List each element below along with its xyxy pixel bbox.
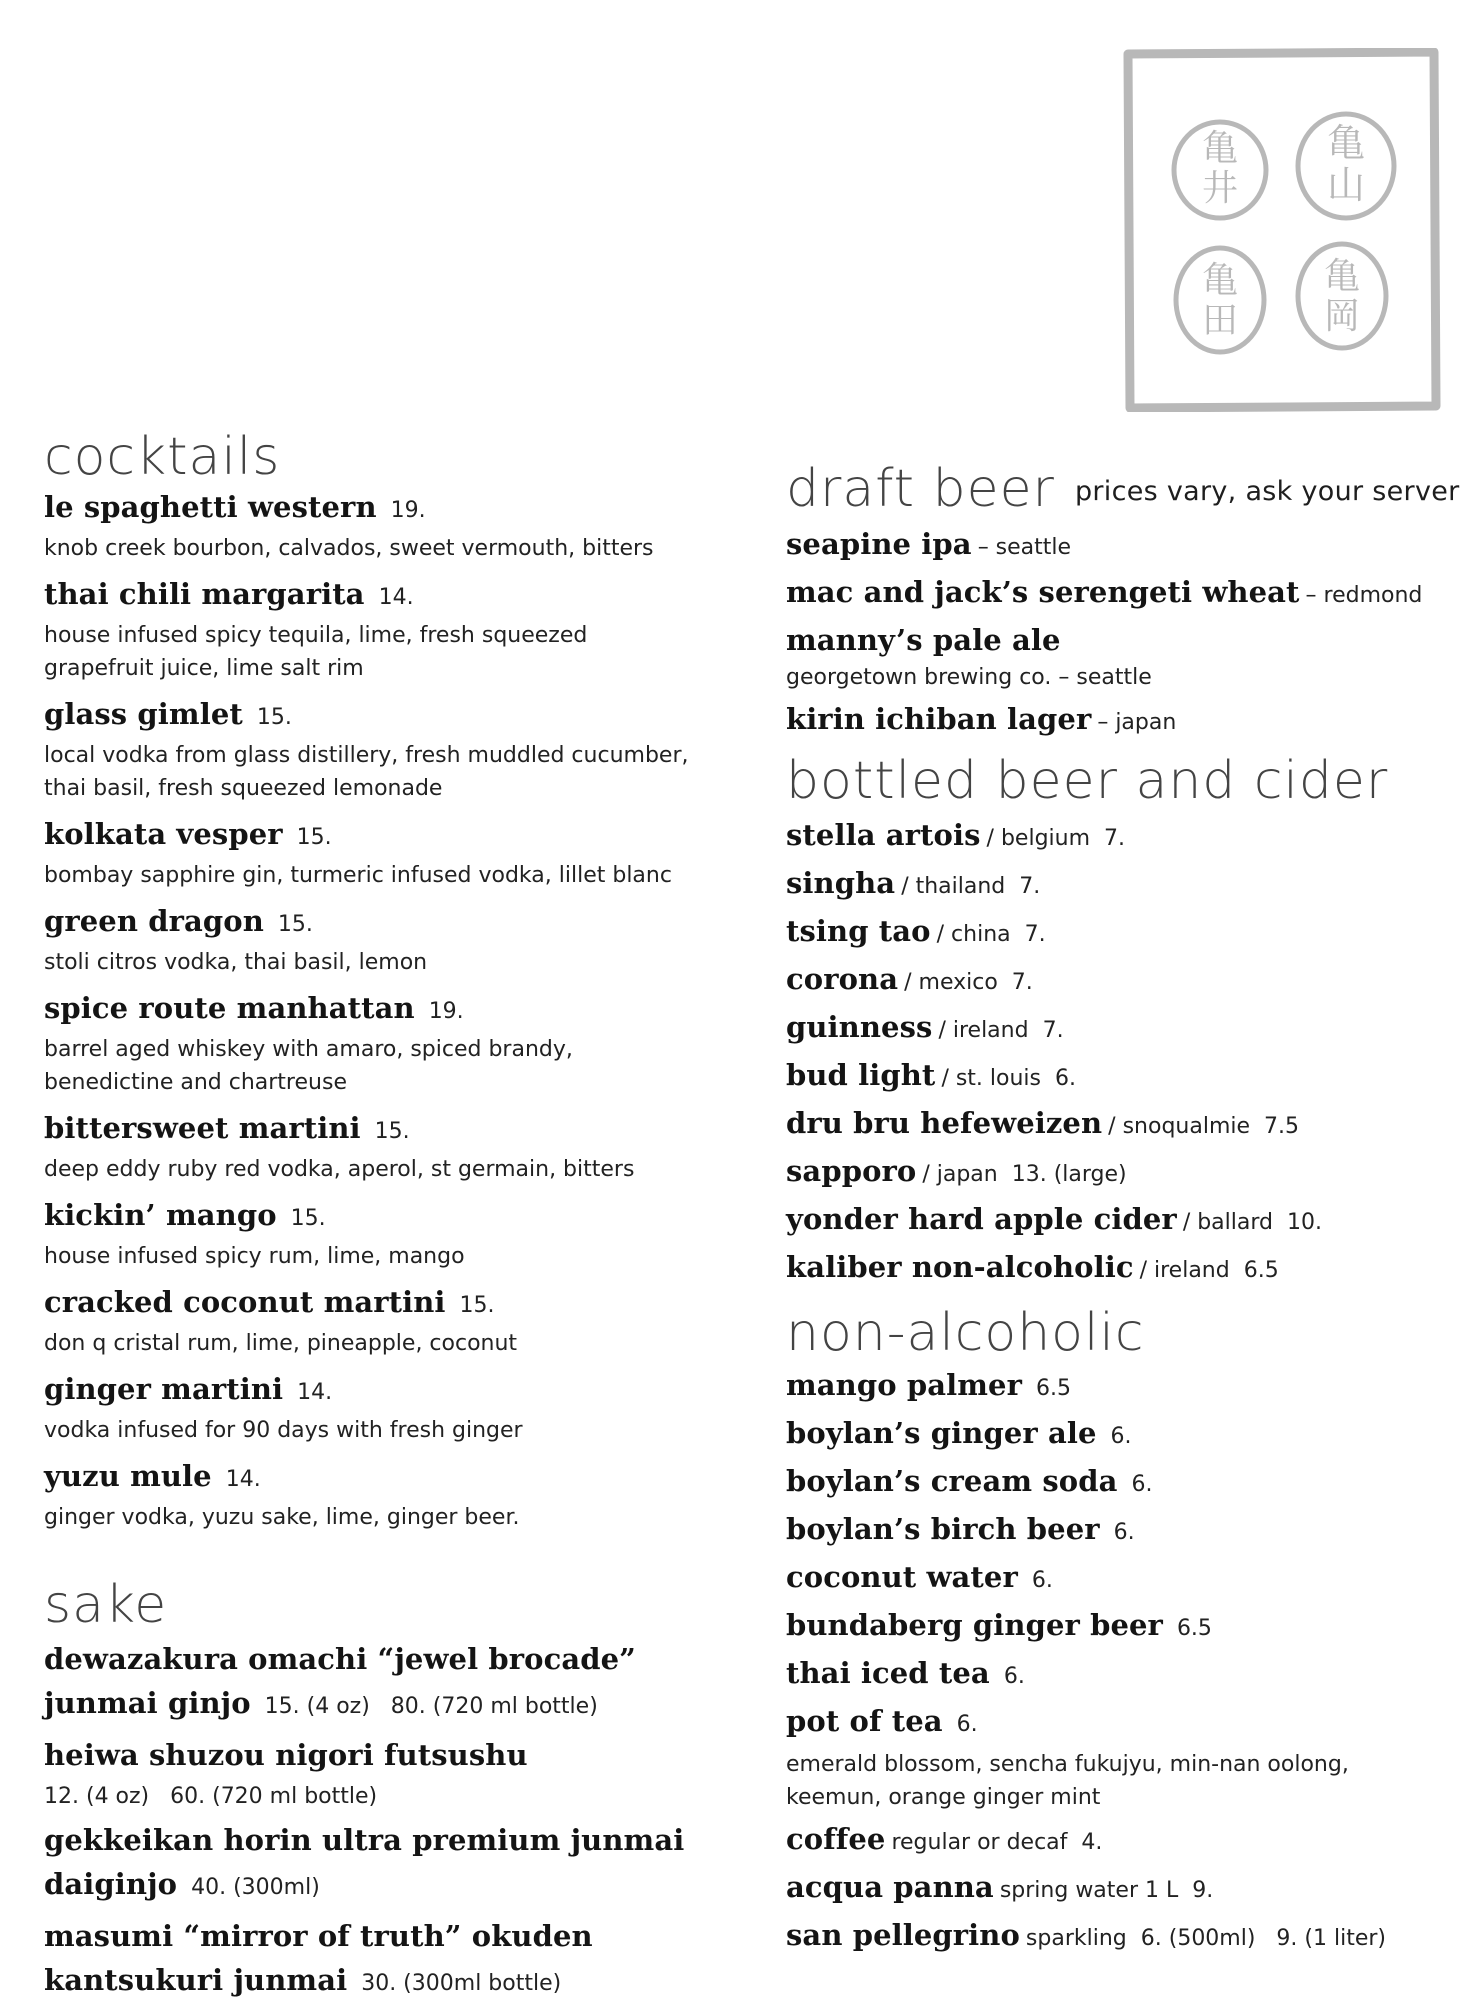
sake-head: [44, 1961, 724, 2005]
cocktail-description: thai basil, fresh squeezed lemonade: [44, 776, 443, 801]
non-alcoholic-price: 6. (500ml) 9. (1 liter): [1140, 1926, 1386, 1951]
bottled-price: 13. (large): [1011, 1162, 1127, 1187]
svg-text:山: 山: [1326, 163, 1366, 207]
sake-name: dewazakura omachi “jewel brocade”: [44, 1642, 636, 1676]
non-alcoholic-name: boylan’s ginger ale: [786, 1416, 1097, 1450]
cocktail-item: [44, 1457, 724, 1534]
sake-head: [44, 1865, 724, 1909]
bottled-list: [786, 814, 1466, 1294]
non-alcoholic-detail: sparkling: [1025, 1926, 1127, 1951]
non-alcoholic-name: bundaberg ginger beer: [786, 1608, 1163, 1642]
bottled-price: 7.5: [1264, 1114, 1300, 1139]
bottled-price: 7.: [1042, 1018, 1064, 1043]
svg-text:井: 井: [1201, 168, 1239, 209]
bottled-price: 6.5: [1243, 1258, 1279, 1283]
non-alcoholic-detail: regular or decaf: [891, 1830, 1068, 1855]
sake-name: daiginjo: [44, 1867, 178, 1901]
cocktail-name: thai chili margarita: [44, 577, 365, 611]
sake-head: [44, 1684, 724, 1728]
bottled-item: [786, 1150, 1466, 1198]
bottled-origin: / thailand: [901, 874, 1006, 899]
non-alcoholic-name: san pellegrino: [786, 1918, 1020, 1952]
cocktail-list: [44, 488, 724, 1534]
cocktail-price: 14.: [225, 1467, 261, 1492]
non-alcoholic-price: 6.: [1031, 1568, 1053, 1593]
cocktail-description: vodka infused for 90 days with fresh ginger: [44, 1418, 523, 1443]
bottled-name: singha: [786, 866, 896, 900]
cocktail-head: [44, 1283, 724, 1327]
draft-beer-item: [786, 571, 1466, 619]
non-alcoholic-item: [786, 1508, 1466, 1556]
svg-text:亀: 亀: [1201, 260, 1239, 301]
non-alcoholic-description: emerald blossom, sencha fukujyu, min-nan oolong,: [786, 1752, 1349, 1777]
cocktail-description: house infused spicy tequila, lime, fresh squeezed: [44, 623, 588, 648]
non-alcoholic-detail: spring water 1 L: [999, 1878, 1179, 1903]
bottled-origin: / china: [936, 922, 1011, 947]
cocktail-item: [44, 1283, 724, 1360]
sake-item: [44, 1640, 724, 1728]
cocktail-description: grapefruit juice, lime salt rim: [44, 656, 364, 681]
cocktail-name: yuzu mule: [44, 1459, 212, 1493]
left-column: [44, 428, 724, 2013]
non-alcoholic-head: [786, 1818, 1466, 1866]
non-alcoholic-head: [786, 1460, 1466, 1508]
non-alcoholic-price: 6.: [1113, 1520, 1135, 1545]
cocktail-item: [44, 989, 724, 1099]
cocktail-name: glass gimlet: [44, 697, 243, 731]
draft-beer-head: [786, 523, 1466, 571]
sake-item: [44, 1736, 724, 1813]
non-alcoholic-head: [786, 1412, 1466, 1460]
non-alcoholic-item: [786, 1652, 1466, 1700]
draft-beer-name: kirin ichiban lager: [786, 702, 1092, 736]
non-alcoholic-item: [786, 1818, 1466, 1866]
cocktails-title: cocktails: [44, 427, 281, 487]
non-alcoholic-name: pot of tea: [786, 1704, 943, 1738]
bottled-name: yonder hard apple cider: [786, 1202, 1177, 1236]
non-alcoholic-item: [786, 1914, 1466, 1962]
non-alcoholic-name: boylan’s cream soda: [786, 1464, 1118, 1498]
draft-beer-item: [786, 523, 1466, 571]
bottled-item: [786, 910, 1466, 958]
non-alcoholic-name: boylan’s birch beer: [786, 1512, 1100, 1546]
bottled-origin: / ireland: [938, 1018, 1029, 1043]
cocktail-price: 14.: [297, 1380, 333, 1405]
bottled-origin: / ballard: [1182, 1210, 1273, 1235]
cocktail-name: ginger martini: [44, 1372, 284, 1406]
bottled-name: tsing tao: [786, 914, 931, 948]
non-alcoholic-price: 6.5: [1176, 1616, 1212, 1641]
sake-name: kantsukuri junmai: [44, 1963, 348, 1997]
draft-beer-origin: – redmond: [1305, 583, 1423, 608]
bottled-name: kaliber non-alcoholic: [786, 1250, 1134, 1284]
seal-kameyama-icon: [1298, 114, 1394, 218]
draft-beer-brewery: georgetown brewing co. – seattle: [786, 665, 1152, 690]
cocktail-name: kickin’ mango: [44, 1198, 277, 1232]
cocktail-item: [44, 575, 724, 685]
bottled-item: [786, 814, 1466, 862]
non-alcoholic-item: [786, 1460, 1466, 1508]
cocktail-head: [44, 989, 724, 1033]
sake-price: 15. (4 oz) 80. (720 ml bottle): [264, 1694, 598, 1719]
stamp-logo-icon: [1122, 48, 1442, 412]
sake-price: 30. (300ml bottle): [361, 1971, 562, 1996]
cocktail-item: [44, 488, 724, 565]
draft-beer-item: [786, 619, 1466, 694]
sake-head: [44, 1640, 724, 1684]
svg-text:亀: 亀: [1323, 256, 1361, 297]
draft-beer-origin: – japan: [1097, 710, 1177, 735]
bottled-item: [786, 1246, 1466, 1294]
bottled-title: bottled beer and cider: [786, 751, 1389, 811]
non-alcoholic-name: coconut water: [786, 1560, 1018, 1594]
bottled-name: stella artois: [786, 818, 981, 852]
non-alcoholic-name: coffee: [786, 1822, 886, 1856]
draft-beer-name: manny’s pale ale: [786, 623, 1061, 657]
cocktail-item: [44, 902, 724, 979]
sake-name: gekkeikan horin ultra premium junmai: [44, 1823, 685, 1857]
svg-text:亀: 亀: [1201, 128, 1239, 169]
right-column: [786, 460, 1466, 1962]
draft-beer-note: prices vary, ask your server: [1074, 476, 1460, 507]
non-alcoholic-head: [786, 1604, 1466, 1652]
cocktail-description: benedictine and chartreuse: [44, 1070, 347, 1095]
cocktail-head: [44, 1109, 724, 1153]
cocktail-price: 19.: [390, 498, 426, 523]
cocktail-head: [44, 1196, 724, 1240]
cocktail-name: green dragon: [44, 904, 264, 938]
svg-text:岡: 岡: [1323, 296, 1361, 337]
sake-head: [44, 1736, 724, 1780]
svg-text:田: 田: [1201, 300, 1239, 341]
cocktail-head: [44, 815, 724, 859]
non-alcoholic-price: 6.5: [1035, 1376, 1071, 1401]
bottled-item: [786, 958, 1466, 1006]
cocktail-description: ginger vodka, yuzu sake, lime, ginger beer.: [44, 1505, 520, 1530]
cocktail-description: deep eddy ruby red vodka, aperol, st germain, bitters: [44, 1157, 635, 1182]
bottled-item: [786, 862, 1466, 910]
non-alcoholic-item: [786, 1700, 1466, 1814]
bottled-origin: / mexico: [904, 970, 998, 995]
cocktail-price: 15.: [256, 705, 292, 730]
cocktail-name: spice route manhattan: [44, 991, 415, 1025]
cocktail-item: [44, 1370, 724, 1447]
cocktail-name: kolkata vesper: [44, 817, 283, 851]
cocktail-head: [44, 488, 724, 532]
cocktail-name: le spaghetti western: [44, 490, 377, 524]
cocktail-item: [44, 815, 724, 892]
bottled-name: dru bru hefeweizen: [786, 1106, 1103, 1140]
non-alcoholic-price: 6.: [956, 1712, 978, 1737]
cocktail-head: [44, 902, 724, 946]
non-alcoholic-list: [786, 1364, 1466, 1962]
non-alcoholic-head: [786, 1914, 1466, 1962]
bottled-price: 7.: [1104, 826, 1126, 851]
cocktail-price: 19.: [428, 999, 464, 1024]
draft-beer-head: [786, 571, 1466, 619]
cocktail-name: bittersweet martini: [44, 1111, 361, 1145]
non-alcoholic-name: thai iced tea: [786, 1656, 990, 1690]
non-alcoholic-price: 6.: [1003, 1664, 1025, 1689]
bottled-origin: / st. louis: [941, 1066, 1042, 1091]
cocktail-description: house infused spicy rum, lime, mango: [44, 1244, 465, 1269]
bottled-price: 7.: [1024, 922, 1046, 947]
seal-kameda-icon: [1176, 248, 1264, 352]
bottled-name: guinness: [786, 1010, 933, 1044]
cocktail-description: barrel aged whiskey with amaro, spiced brandy,: [44, 1037, 573, 1062]
cocktail-description: bombay sapphire gin, turmeric infused vodka, lillet blanc: [44, 863, 672, 888]
non-alcoholic-price: 6.: [1110, 1424, 1132, 1449]
cocktail-head: [44, 1457, 724, 1501]
non-alcoholic-head: [786, 1508, 1466, 1556]
sake-title: sake: [44, 1575, 168, 1635]
non-alcoholic-name: mango palmer: [786, 1368, 1022, 1402]
bottled-price: 7.: [1011, 970, 1033, 995]
sake-name: junmai ginjo: [44, 1686, 251, 1720]
cocktail-item: [44, 1109, 724, 1186]
draft-beer-item: [786, 698, 1466, 746]
draft-beer-origin: – seattle: [977, 535, 1072, 560]
sake-name: masumi “mirror of truth” okuden: [44, 1919, 593, 1953]
non-alcoholic-price: 9.: [1192, 1878, 1214, 1903]
cocktail-price: 15.: [296, 825, 332, 850]
draft-beer-name: mac and jack’s serengeti wheat: [786, 575, 1300, 609]
cocktail-item: [44, 695, 724, 805]
bottled-price: 10.: [1287, 1210, 1322, 1235]
svg-text:亀: 亀: [1326, 121, 1366, 165]
non-alcoholic-item: [786, 1556, 1466, 1604]
non-alcoholic-head: [786, 1364, 1466, 1412]
bottled-name: bud light: [786, 1058, 936, 1092]
sake-item: [44, 1917, 724, 2005]
cocktail-price: 14.: [378, 585, 414, 610]
cocktail-head: [44, 695, 724, 739]
non-alcoholic-item: [786, 1364, 1466, 1412]
draft-beer-name: seapine ipa: [786, 527, 972, 561]
bottled-origin: / snoqualmie: [1108, 1114, 1251, 1139]
bottled-name: corona: [786, 962, 899, 996]
non-alcoholic-item: [786, 1604, 1466, 1652]
bottled-price: 6.: [1055, 1066, 1077, 1091]
draft-beer-head: [786, 698, 1466, 746]
non-alcoholic-head: [786, 1700, 1466, 1748]
non-alcoholic-price: 6.: [1131, 1472, 1153, 1497]
cocktail-description: local vodka from glass distillery, fresh muddled cucumber,: [44, 743, 689, 768]
non-alcoholic-name: acqua panna: [786, 1870, 994, 1904]
cocktail-description: stoli citros vodka, thai basil, lemon: [44, 950, 428, 975]
sake-price: 12. (4 oz) 60. (720 ml bottle): [44, 1784, 378, 1809]
bottled-price: 7.: [1019, 874, 1041, 899]
cocktail-description: don q cristal rum, lime, pineapple, coconut: [44, 1331, 518, 1356]
sake-item: [44, 1821, 724, 1909]
sake-price: 40. (300ml): [191, 1875, 320, 1900]
draft-beer-heading: draft beer: [786, 459, 1055, 519]
sake-list: [44, 1640, 724, 2005]
cocktail-head: [44, 575, 724, 619]
seal-kamei-icon: [1174, 122, 1266, 218]
bottled-item: [786, 1006, 1466, 1054]
cocktail-price: 15.: [459, 1293, 495, 1318]
non-alcoholic-item: [786, 1866, 1466, 1914]
bottled-item: [786, 1198, 1466, 1246]
cocktail-item: [44, 1196, 724, 1273]
non-alcoholic-head: [786, 1556, 1466, 1604]
draft-beer-list: [786, 523, 1466, 746]
non-alcoholic-price: 4.: [1081, 1830, 1103, 1855]
sake-head: [44, 1917, 724, 1961]
cocktail-description: knob creek bourbon, calvados, sweet vermouth, bitters: [44, 536, 654, 561]
non-alcoholic-head: [786, 1652, 1466, 1700]
cocktail-price: 15.: [374, 1119, 410, 1144]
cocktail-head: [44, 1370, 724, 1414]
bottled-origin: / ireland: [1139, 1258, 1230, 1283]
bottled-origin: / belgium: [986, 826, 1091, 851]
non-alcoholic-head: [786, 1866, 1466, 1914]
cocktail-name: cracked coconut martini: [44, 1285, 446, 1319]
bottled-item: [786, 1054, 1466, 1102]
non-alcoholic-description: keemun, orange ginger mint: [786, 1785, 1101, 1810]
cocktail-price: 15.: [290, 1206, 326, 1231]
sake-name: heiwa shuzou nigori futsushu: [44, 1738, 528, 1772]
draft-beer-title: [786, 460, 1466, 521]
bottled-item: [786, 1102, 1466, 1150]
bottled-name: sapporo: [786, 1154, 917, 1188]
sake-head: [44, 1821, 724, 1865]
bottled-origin: / japan: [922, 1162, 998, 1187]
draft-beer-head: [786, 619, 1466, 667]
seal-kameoka-icon: [1298, 244, 1386, 348]
cocktail-price: 15.: [277, 912, 313, 937]
non-alcoholic-item: [786, 1412, 1466, 1460]
non-alcoholic-title: non-alcoholic: [786, 1303, 1145, 1363]
